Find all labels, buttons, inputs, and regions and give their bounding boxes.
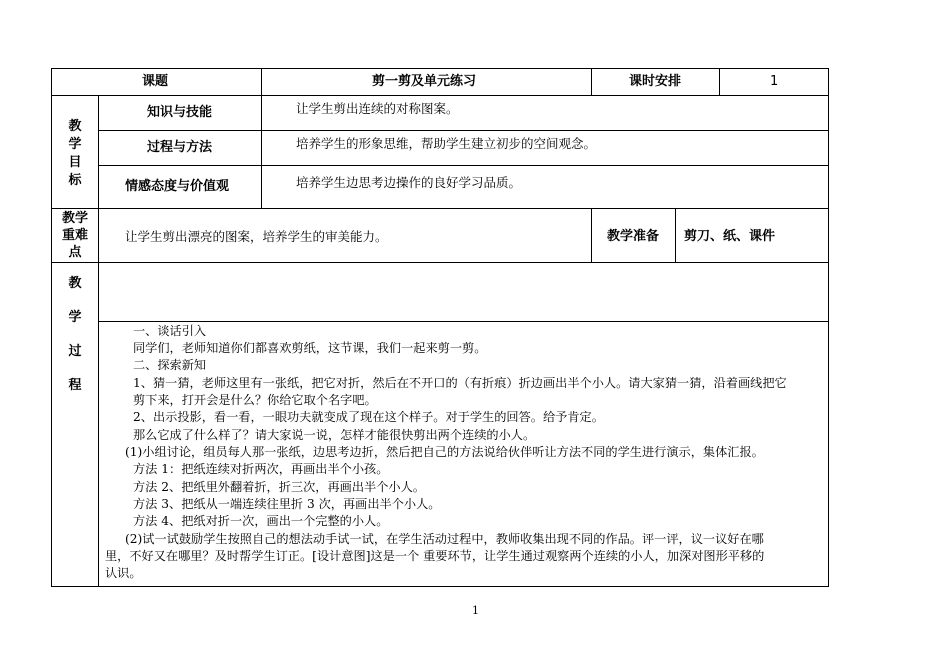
process-line: 一、谈话引入: [133, 324, 207, 338]
process-line: 1、猜一猜，老师这里有一张纸，把它对折，然后在不开口的（有折痕）折边画出半个小人。请大家猜一猜，沿着画线把它: [133, 376, 787, 390]
key-points-label-line: 点: [68, 245, 82, 260]
process-line: (1)小组讨论，组员每人那一张纸，边思考边折，然后把自己的方法说给伙伴听让方法不同的学生进行演示，集体汇报。: [125, 445, 764, 459]
schedule-value-cell: [719, 68, 829, 96]
process-line: 剪下来，打开会是什么？你给它取个名字吧。: [133, 393, 377, 407]
objective-row-2-value-cell: [261, 130, 829, 166]
objective-row-1-value: 让学生剪出连续的对称图案。: [296, 101, 459, 116]
prep-value-cell: [675, 208, 829, 263]
process-line: 那么它成了什么样了？请大家说一说，怎样才能很快剪出两个连续的小人。: [133, 428, 536, 442]
process-label-cell: [51, 262, 99, 587]
process-line: 方法 2、把纸里外翻着折，折三次，再画出半个小人。: [133, 480, 425, 494]
key-points-value-cell: [98, 208, 592, 263]
process-label: [52, 267, 98, 403]
prep-label: 教学准备: [607, 229, 660, 244]
schedule-value: 1: [770, 74, 779, 89]
objective-row-2-label: 过程与方法: [147, 140, 213, 155]
key-points-label-line: 重难: [61, 228, 88, 243]
schedule-label-cell: [591, 68, 720, 96]
process-line: 里，不好又在哪里？及时帮学生订正。[设计意图]这是一个 重要环节，让学生通过观察两个连续的小人，加深对图形平移的: [105, 549, 765, 563]
objectives-label-char: 目: [68, 155, 82, 170]
key-points-label: [52, 210, 98, 261]
process-content-cell: [98, 321, 829, 587]
process-line: 二、探索新知: [133, 358, 207, 372]
topic-label: 课题: [142, 74, 169, 89]
process-empty-cell: [98, 262, 829, 322]
process-line: 认识。: [105, 566, 142, 580]
objective-row-3-value: 培养学生边思考边操作的良好学习品质。: [296, 175, 522, 190]
process-line: 方法 3、把纸从一端连续往里折 3 次，再画出半个小人。: [133, 497, 441, 511]
objectives-label-cell: [51, 95, 99, 209]
topic-value-cell: [261, 68, 592, 96]
process-line: 方法 4、把纸对折一次，画出一个完整的小人。: [133, 514, 389, 528]
process-line: 同学们，老师知道你们都喜欢剪纸，这节课，我们一起来剪一剪。: [133, 341, 487, 355]
key-points-value: 让学生剪出漂亮的图案，培养学生的审美能力。: [125, 229, 388, 244]
objective-row-3-value-cell: [261, 165, 829, 209]
objective-row-1-label: 知识与技能: [147, 105, 213, 120]
process-line: (2)试一试鼓励学生按照自己的想法动手试一试，在学生活动过程中，教师收集出现不同的作品。评一评，议一议好在哪: [125, 532, 764, 546]
objective-row-2-value: 培养学生的形象思维，帮助学生建立初步的空间观念。: [296, 136, 597, 151]
key-points-label-line: 教学: [61, 211, 88, 226]
objective-row-2-label-cell: [98, 130, 262, 166]
prep-label-cell: [591, 208, 676, 263]
process-line: 2、出示投影，看一看，一眼功夫就变成了现在这个样子。对于学生的回答。给予肯定。: [133, 410, 604, 424]
objective-row-3-label-cell: [98, 165, 262, 209]
schedule-label: 课时安排: [629, 74, 682, 89]
topic-value: 剪一剪及单元练习: [372, 74, 477, 89]
page-number: 1: [472, 604, 479, 617]
process-line: 方法 1：把纸连续对折两次，再画出半个小孩。: [133, 462, 389, 476]
process-label-char: 程: [68, 378, 82, 393]
prep-value: 剪刀、纸、课件: [684, 229, 776, 244]
topic-label-cell: [51, 68, 262, 96]
key-points-label-cell: [51, 208, 99, 263]
objective-row-1-value-cell: [261, 95, 829, 131]
objectives-label: [52, 118, 98, 190]
process-label-char: 教: [68, 276, 82, 291]
process-label-char: 过: [68, 344, 82, 359]
objectives-label-char: 标: [68, 173, 82, 188]
objective-row-3-label: 情感态度与价值观: [125, 179, 230, 194]
objectives-label-char: 学: [68, 137, 82, 152]
process-label-char: 学: [68, 310, 82, 325]
objectives-label-char: 教: [68, 119, 82, 134]
objective-row-1-label-cell: [98, 95, 262, 131]
